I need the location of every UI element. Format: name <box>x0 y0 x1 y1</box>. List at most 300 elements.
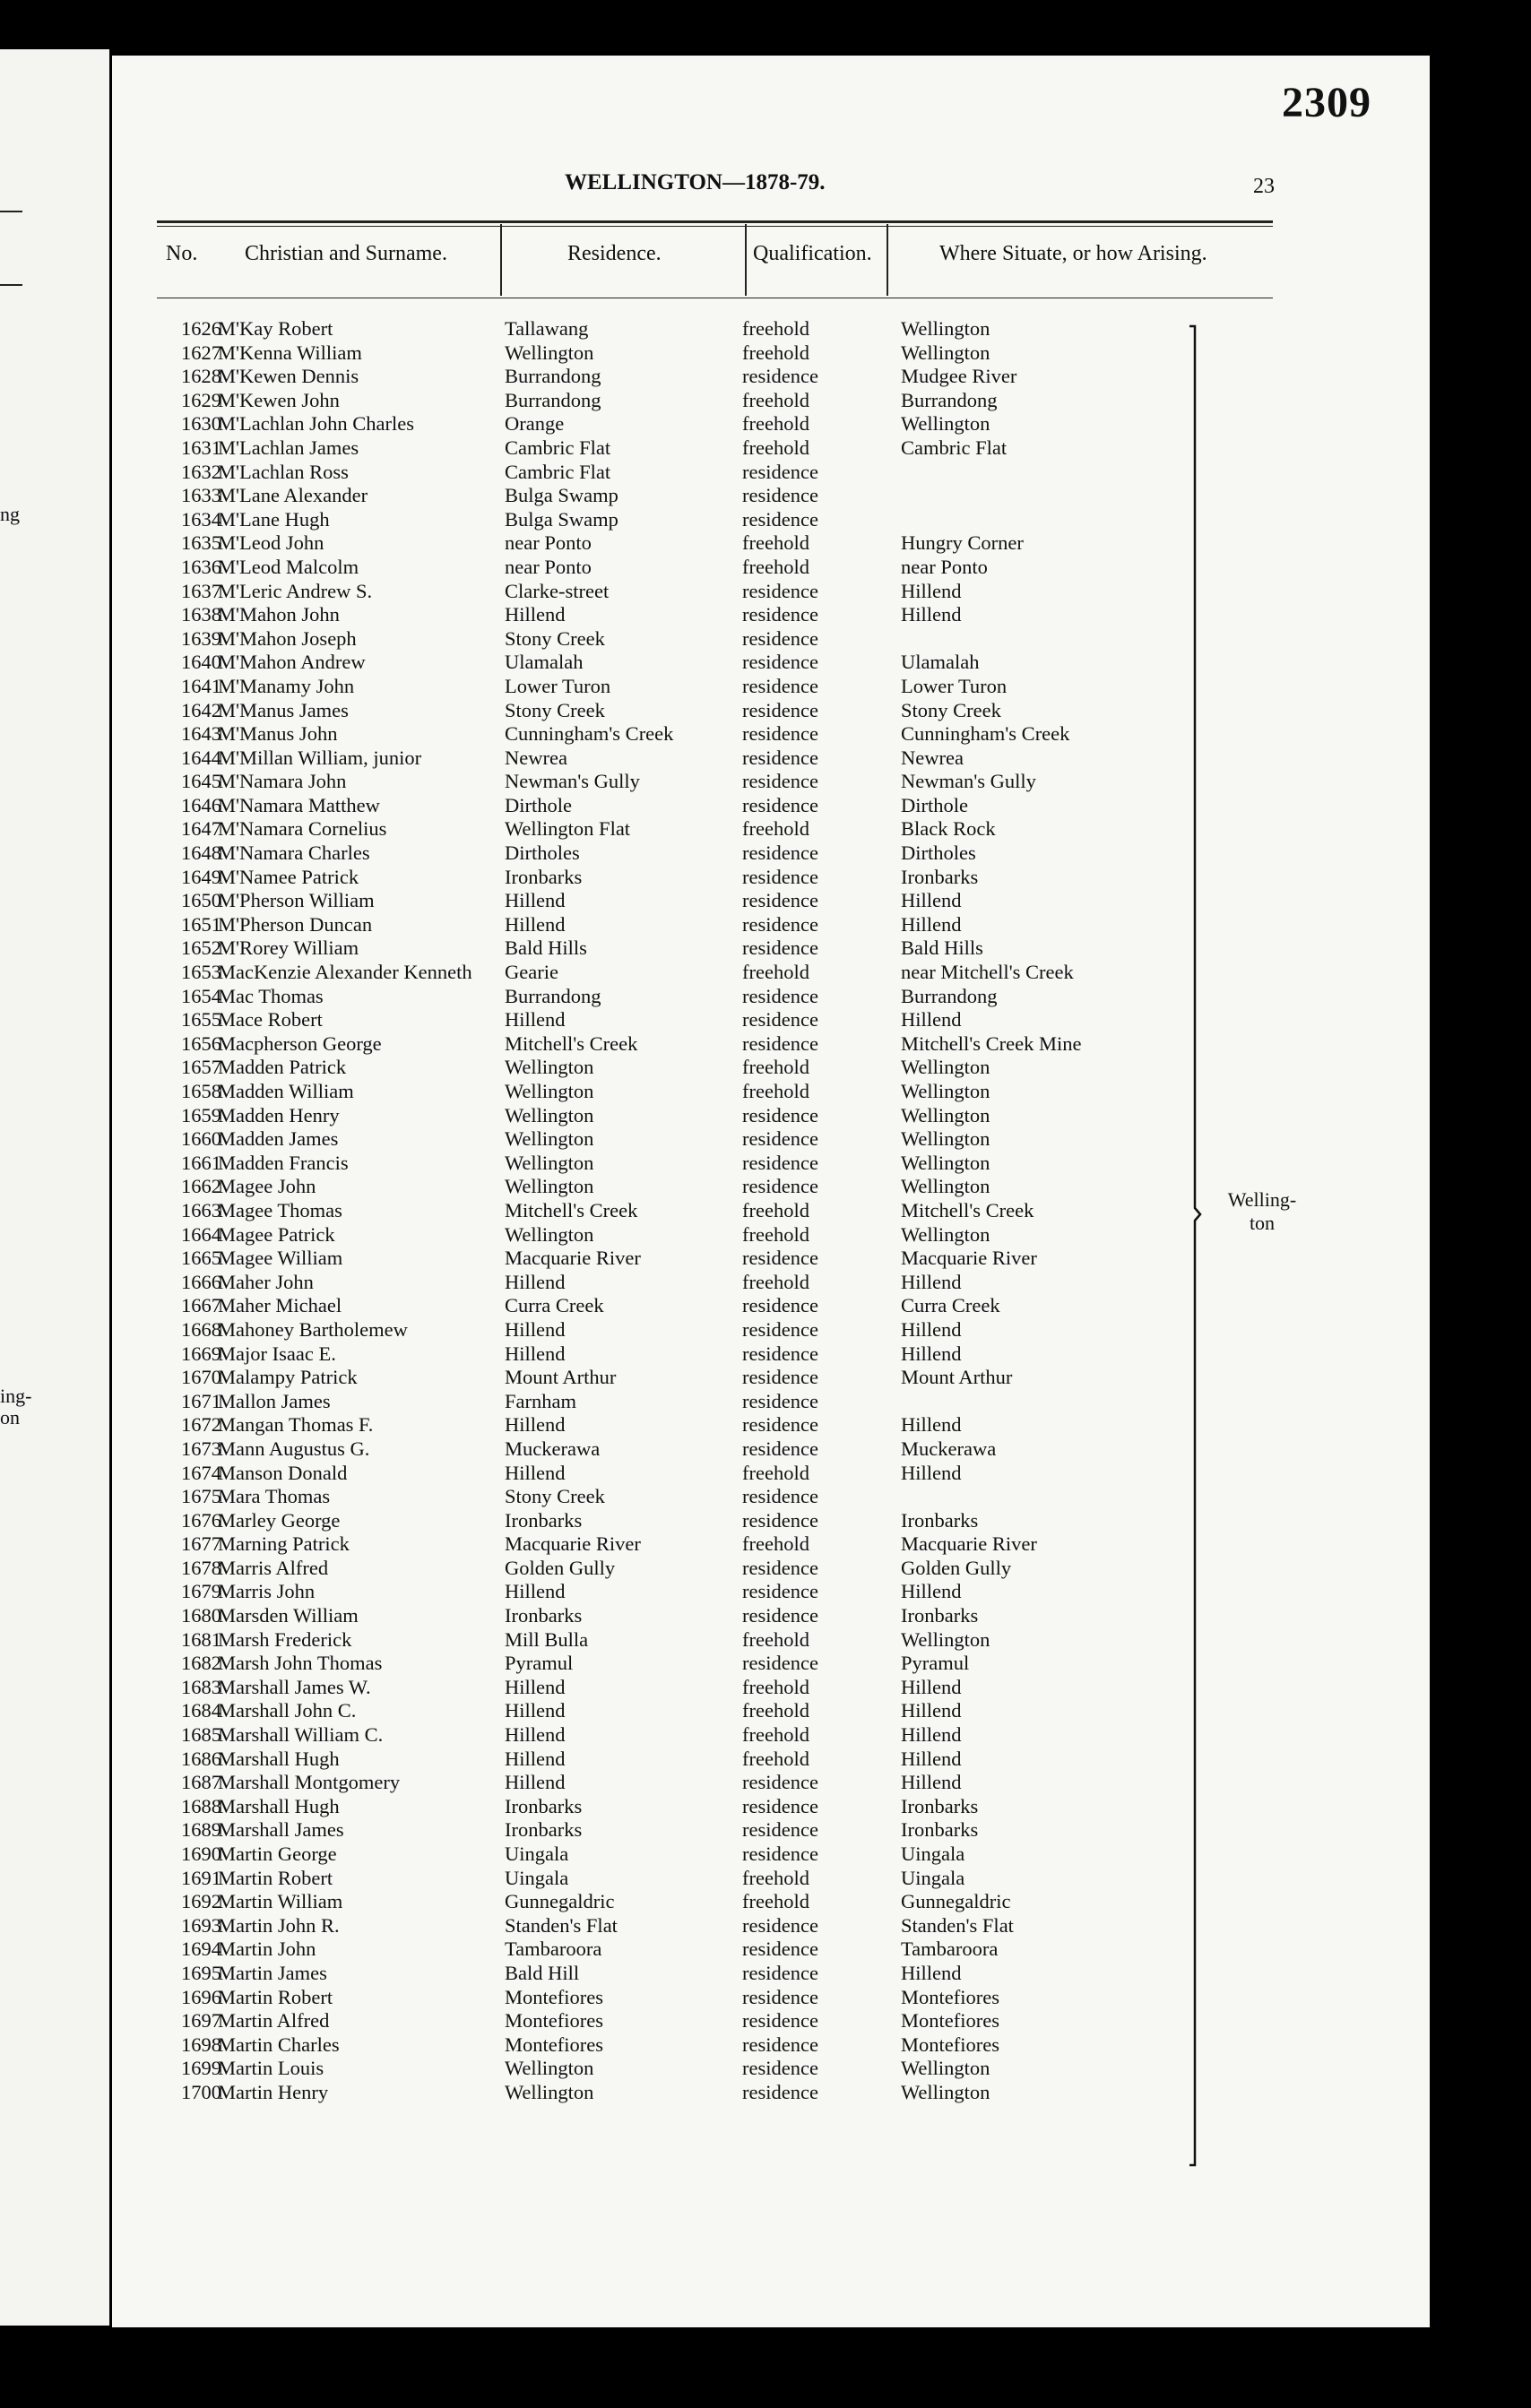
residence: Mitchell's Creek <box>505 1031 638 1055</box>
table-row <box>112 1509 1430 1533</box>
elector-name: Marshall Hugh <box>218 1747 340 1770</box>
row-number: 1670 <box>181 1366 221 1389</box>
residence: Ironbarks <box>505 1818 583 1842</box>
table-row <box>112 1318 1430 1342</box>
table-row <box>112 2009 1430 2033</box>
row-number: 1668 <box>181 1317 221 1341</box>
qualification: residence <box>742 2009 818 2033</box>
elector-name: Magee Thomas <box>218 1198 342 1221</box>
row-number: 1651 <box>181 912 221 936</box>
folio: 23 <box>1253 175 1275 198</box>
elector-name: Mann Augustus G. <box>218 1437 370 1460</box>
row-number: 1686 <box>181 1747 221 1770</box>
table-row <box>112 1532 1430 1557</box>
table-row <box>112 1247 1430 1271</box>
running-head: WELLINGTON—1878-79. <box>565 170 826 194</box>
column-divider <box>745 224 747 296</box>
elector-name: Major Isaac E. <box>218 1342 336 1365</box>
residence: Pyramul <box>505 1652 574 1675</box>
elector-name: Mahoney Bartholemew <box>218 1317 408 1341</box>
residence: Farnham <box>505 1389 576 1412</box>
table-row <box>112 1557 1430 1581</box>
row-number: 1676 <box>181 1508 221 1532</box>
residence: Montefiores <box>505 1985 603 2008</box>
table-row <box>112 1818 1430 1843</box>
table-row <box>112 961 1430 985</box>
row-number: 1626 <box>181 317 221 340</box>
where-situate: Hillend <box>901 1675 962 1698</box>
table-row <box>112 1485 1430 1509</box>
row-number: 1644 <box>181 746 221 769</box>
table-row <box>112 2081 1430 2105</box>
elector-name: Marley George <box>218 1508 341 1532</box>
where-situate: Hillend <box>901 1723 962 1747</box>
left-page-fragment: ing- <box>0 1385 32 1407</box>
row-number: 1632 <box>181 460 221 483</box>
residence: Golden Gully <box>505 1556 616 1579</box>
qualification: freehold <box>742 555 809 578</box>
where-situate: Uingala <box>901 1843 965 1865</box>
where-situate: Newman's Gully <box>901 770 1036 793</box>
residence: Wellington <box>505 1056 594 1079</box>
where-situate: Ironbarks <box>901 1604 979 1627</box>
elector-name: Maher Michael <box>218 1294 342 1317</box>
residence: Gunnegaldric <box>505 1890 615 1913</box>
table-row <box>112 1056 1430 1080</box>
table-row <box>112 341 1430 366</box>
table-row <box>112 580 1430 604</box>
qualification: residence <box>742 1556 818 1579</box>
qualification: residence <box>742 793 818 816</box>
where-situate: Hillend <box>901 1270 962 1293</box>
table-row <box>112 556 1430 580</box>
table-row <box>112 1580 1430 1604</box>
residence: Wellington <box>505 1151 594 1174</box>
table-row <box>112 1795 1430 1819</box>
row-number: 1655 <box>181 1008 221 1031</box>
qualification: residence <box>742 1413 818 1437</box>
column-divider <box>500 224 502 296</box>
qualification: residence <box>742 579 818 602</box>
where-situate: Cambric Flat <box>901 436 1008 459</box>
row-number: 1672 <box>181 1413 221 1437</box>
qualification: residence <box>742 1151 818 1174</box>
residence: Stony Creek <box>505 1485 605 1508</box>
qualification: residence <box>742 1103 818 1126</box>
residence: Orange <box>505 412 565 436</box>
residence: Hillend <box>505 1747 566 1770</box>
elector-name: M'Mahon Joseph <box>218 626 357 650</box>
elector-name: Martin Louis <box>218 2057 324 2080</box>
elector-name: Marshall James <box>218 1818 344 1842</box>
residence: Wellington <box>505 1103 594 1126</box>
where-situate: Hillend <box>901 1413 962 1437</box>
table-row <box>112 889 1430 913</box>
qualification: residence <box>742 507 818 531</box>
row-number: 1652 <box>181 936 221 960</box>
table-row <box>112 603 1430 627</box>
where-situate: Gunnegaldric <box>901 1890 1011 1913</box>
qualification: freehold <box>742 1198 809 1221</box>
where-situate: Standen's Flat <box>901 1913 1014 1937</box>
elector-name: Martin John R. <box>218 1913 340 1937</box>
row-number: 1653 <box>181 961 221 984</box>
residence: Mount Arthur <box>505 1366 617 1389</box>
qualification: residence <box>742 365 818 388</box>
row-number: 1700 <box>181 2080 221 2103</box>
elector-name: M'Lane Hugh <box>218 507 330 531</box>
qualification: residence <box>742 1366 818 1389</box>
row-number: 1646 <box>181 793 221 816</box>
row-number: 1694 <box>181 1938 221 1961</box>
qualification: residence <box>742 722 818 746</box>
table-row <box>112 531 1430 556</box>
where-situate: Hillend <box>901 1699 962 1722</box>
where-situate: Mount Arthur <box>901 1366 1013 1389</box>
row-number: 1639 <box>181 626 221 650</box>
where-situate: Hillend <box>901 889 962 912</box>
residence: Uingala <box>505 1866 569 1889</box>
table-row <box>112 1271 1430 1295</box>
elector-name: Madden James <box>218 1127 339 1151</box>
residence: Stony Creek <box>505 626 605 650</box>
where-situate: Wellington <box>901 341 990 364</box>
left-page-edge <box>0 49 109 2326</box>
elector-name: Marshall William C. <box>218 1723 384 1747</box>
table-row <box>112 1867 1430 1891</box>
residence: Montefiores <box>505 2033 603 2056</box>
table-row <box>112 817 1430 842</box>
where-situate: Ironbarks <box>901 1818 979 1842</box>
table-row <box>112 1914 1430 1938</box>
row-number: 1682 <box>181 1652 221 1675</box>
row-number: 1635 <box>181 531 221 555</box>
table-row <box>112 1748 1430 1772</box>
qualification: residence <box>742 746 818 769</box>
elector-name: M'Pherson William <box>218 889 375 912</box>
where-situate: Hungry Corner <box>901 531 1024 555</box>
qualification: residence <box>742 1652 818 1675</box>
where-situate: Macquarie River <box>901 1532 1037 1556</box>
qualification: freehold <box>742 388 809 411</box>
where-situate: Burrandong <box>901 984 998 1007</box>
row-number: 1648 <box>181 842 221 865</box>
row-number: 1643 <box>181 722 221 746</box>
elector-name: Marshall Hugh <box>218 1794 340 1817</box>
where-situate: Dirthole <box>901 793 968 816</box>
residence: Hillend <box>505 1580 566 1603</box>
where-situate: Black Rock <box>901 817 996 841</box>
row-number: 1662 <box>181 1175 221 1198</box>
table-row <box>112 770 1430 794</box>
where-situate: Wellington <box>901 1127 990 1151</box>
row-number: 1698 <box>181 2033 221 2056</box>
where-situate: Tambaroora <box>901 1938 999 1961</box>
elector-name: M'Namara Cornelius <box>218 817 387 841</box>
row-number: 1641 <box>181 674 221 697</box>
qualification: freehold <box>742 1080 809 1102</box>
where-situate: Wellington <box>901 1103 990 1126</box>
table-row <box>112 365 1430 389</box>
row-number: 1637 <box>181 579 221 602</box>
qualification: freehold <box>742 1723 809 1747</box>
elector-name: Martin William <box>218 1890 343 1913</box>
row-number: 1640 <box>181 651 221 674</box>
table-row <box>112 1080 1430 1104</box>
where-situate: Muckerawa <box>901 1437 997 1460</box>
table-row <box>112 1843 1430 1867</box>
table-row <box>112 985 1430 1009</box>
row-number: 1659 <box>181 1103 221 1126</box>
residence: Ironbarks <box>505 1604 583 1627</box>
residence: Wellington <box>505 1127 594 1151</box>
where-situate: Hillend <box>901 579 962 602</box>
qualification: freehold <box>742 1627 809 1651</box>
row-number: 1660 <box>181 1127 221 1151</box>
left-page-rule <box>0 211 22 212</box>
row-number: 1634 <box>181 507 221 531</box>
table-row <box>112 461 1430 485</box>
elector-name: M'Millan William, junior <box>218 746 422 769</box>
residence: Standen's Flat <box>505 1913 618 1937</box>
elector-name: Martin Robert <box>218 1866 333 1889</box>
residence: Wellington <box>505 341 594 364</box>
table-row <box>112 317 1430 341</box>
qualification: freehold <box>742 1747 809 1770</box>
qualification: residence <box>742 603 818 626</box>
residence: Curra Creek <box>505 1294 604 1317</box>
left-page-rule <box>0 284 22 286</box>
elector-name: M'Namara Matthew <box>218 793 380 816</box>
qualification: residence <box>742 912 818 936</box>
table-row <box>112 627 1430 652</box>
qualification: freehold <box>742 531 809 555</box>
header-top-rule <box>157 220 1273 223</box>
left-page-fragment: ng <box>0 503 20 525</box>
where-situate: Hillend <box>901 603 962 626</box>
table-row <box>112 651 1430 675</box>
residence: Wellington <box>505 2080 594 2103</box>
qualification: residence <box>742 1961 818 1984</box>
row-number: 1636 <box>181 555 221 578</box>
where-situate: Ironbarks <box>901 1794 979 1817</box>
elector-name: M'Kenna William <box>218 341 362 364</box>
where-situate: near Mitchell's Creek <box>901 961 1074 984</box>
elector-name: Madden Patrick <box>218 1056 347 1079</box>
header-top-rule-thin <box>157 226 1273 227</box>
where-situate: Hillend <box>901 912 962 936</box>
elector-name: Manson Donald <box>218 1461 348 1484</box>
where-situate: Wellington <box>901 1056 990 1079</box>
elector-name: Mangan Thomas F. <box>218 1413 374 1437</box>
where-situate: Montefiores <box>901 1985 999 2008</box>
row-number: 1665 <box>181 1247 221 1270</box>
where-situate: Dirtholes <box>901 842 976 865</box>
elector-name: M'Kay Robert <box>218 317 333 340</box>
where-situate: Bald Hills <box>901 936 983 960</box>
elector-name: Marsh Frederick <box>218 1627 352 1651</box>
qualification: freehold <box>742 817 809 841</box>
table-row <box>112 1462 1430 1486</box>
qualification: residence <box>742 1008 818 1031</box>
qualification: residence <box>742 1437 818 1460</box>
row-number: 1695 <box>181 1961 221 1984</box>
qualification: residence <box>742 865 818 888</box>
where-situate: Cunningham's Creek <box>901 722 1070 746</box>
qualification: residence <box>742 1794 818 1817</box>
elector-name: M'Lane Alexander <box>218 484 368 507</box>
qualification: residence <box>742 1247 818 1270</box>
row-number: 1629 <box>181 388 221 411</box>
where-situate: Pyramul <box>901 1652 970 1675</box>
qualification: residence <box>742 2033 818 2056</box>
qualification: freehold <box>742 1699 809 1722</box>
qualification: residence <box>742 1031 818 1055</box>
residence: Cunningham's Creek <box>505 722 674 746</box>
qualification: freehold <box>742 1866 809 1889</box>
table-row <box>112 1127 1430 1152</box>
column-header-no: No. <box>166 242 198 265</box>
district-brace <box>1188 324 1206 2171</box>
where-situate: Stony Creek <box>901 698 1001 721</box>
elector-name: Maher John <box>218 1270 314 1293</box>
elector-name: Mac Thomas <box>218 984 324 1007</box>
residence: Mill Bulla <box>505 1627 589 1651</box>
row-number: 1678 <box>181 1556 221 1579</box>
qualification: residence <box>742 889 818 912</box>
elector-name: Martin Alfred <box>218 2009 330 2033</box>
residence: Dirthole <box>505 793 572 816</box>
elector-name: Martin Robert <box>218 1985 333 2008</box>
where-situate: Wellington <box>901 1175 990 1198</box>
where-situate: Macquarie River <box>901 1247 1037 1270</box>
row-number: 1671 <box>181 1389 221 1412</box>
where-situate: Burrandong <box>901 388 998 411</box>
row-number: 1661 <box>181 1151 221 1174</box>
row-number: 1627 <box>181 341 221 364</box>
residence: Burrandong <box>505 984 601 1007</box>
elector-name: Marshall Montgomery <box>218 1771 401 1794</box>
table-row <box>112 1723 1430 1748</box>
row-number: 1690 <box>181 1843 221 1865</box>
residence: Newman's Gully <box>505 770 640 793</box>
qualification: residence <box>742 1317 818 1341</box>
elector-name: Marning Patrick <box>218 1532 350 1556</box>
row-number: 1638 <box>181 603 221 626</box>
qualification: residence <box>742 1389 818 1412</box>
row-number: 1642 <box>181 698 221 721</box>
table-row <box>112 1366 1430 1390</box>
residence: Hillend <box>505 1270 566 1293</box>
table-row <box>112 1294 1430 1318</box>
row-number: 1633 <box>181 484 221 507</box>
qualification: freehold <box>742 436 809 459</box>
row-number: 1658 <box>181 1080 221 1102</box>
qualification: residence <box>742 626 818 650</box>
where-situate: Hillend <box>901 1961 962 1984</box>
qualification: residence <box>742 484 818 507</box>
row-number: 1631 <box>181 436 221 459</box>
row-number: 1681 <box>181 1627 221 1651</box>
row-number: 1687 <box>181 1771 221 1794</box>
qualification: freehold <box>742 1532 809 1556</box>
qualification: residence <box>742 770 818 793</box>
row-number: 1649 <box>181 865 221 888</box>
elector-name: Marsden William <box>218 1604 359 1627</box>
residence: Wellington Flat <box>505 817 631 841</box>
qualification: residence <box>742 460 818 483</box>
elector-name: M'Leod John <box>218 531 324 555</box>
where-situate: Mitchell's Creek <box>901 1198 1034 1221</box>
row-number: 1657 <box>181 1056 221 1079</box>
column-header-residence: Residence. <box>567 242 662 265</box>
qualification: residence <box>742 1938 818 1961</box>
table-row <box>112 722 1430 747</box>
residence: Muckerawa <box>505 1437 601 1460</box>
table-row <box>112 1986 1430 2010</box>
table-row <box>112 747 1430 771</box>
elector-name: Martin Henry <box>218 2080 329 2103</box>
elector-name: M'Rorey William <box>218 936 359 960</box>
page-number: 2309 <box>1282 79 1371 126</box>
elector-name: M'Leod Malcolm <box>218 555 359 578</box>
register-page <box>112 56 1430 2327</box>
residence: Hillend <box>505 1675 566 1698</box>
row-number: 1699 <box>181 2057 221 2080</box>
qualification: residence <box>742 1604 818 1627</box>
row-number: 1696 <box>181 1985 221 2008</box>
residence: near Ponto <box>505 555 592 578</box>
residence: Tallawang <box>505 317 589 340</box>
residence: Bulga Swamp <box>505 507 618 531</box>
row-number: 1673 <box>181 1437 221 1460</box>
table-row <box>112 2033 1430 2058</box>
where-situate: Golden Gully <box>901 1556 1012 1579</box>
residence: Hillend <box>505 1461 566 1484</box>
where-situate: Montefiores <box>901 2009 999 2033</box>
where-situate: Wellington <box>901 412 990 436</box>
elector-name: Martin Charles <box>218 2033 340 2056</box>
where-situate: Wellington <box>901 2057 990 2080</box>
qualification: residence <box>742 842 818 865</box>
residence: Ulamalah <box>505 651 584 674</box>
residence: Ironbarks <box>505 1794 583 1817</box>
elector-name: Mara Thomas <box>218 1485 331 1508</box>
table-row <box>112 1771 1430 1795</box>
residence: Cambric Flat <box>505 436 611 459</box>
row-number: 1654 <box>181 984 221 1007</box>
residence: Gearie <box>505 961 558 984</box>
qualification: residence <box>742 1294 818 1317</box>
residence: Burrandong <box>505 388 601 411</box>
elector-name: M'Mahon John <box>218 603 340 626</box>
table-row <box>112 1699 1430 1723</box>
row-number: 1685 <box>181 1723 221 1747</box>
where-situate: Hillend <box>901 1008 962 1031</box>
residence: Hillend <box>505 1771 566 1794</box>
residence: Tambaroora <box>505 1938 602 1961</box>
row-number: 1669 <box>181 1342 221 1365</box>
table-row <box>112 412 1430 436</box>
elector-name: Marris John <box>218 1580 316 1603</box>
elector-name: M'Namee Patrick <box>218 865 359 888</box>
table-row <box>112 1890 1430 1914</box>
residence: Clarke-street <box>505 579 610 602</box>
where-situate: Newrea <box>901 746 964 769</box>
residence: Hillend <box>505 1413 566 1437</box>
row-number: 1630 <box>181 412 221 436</box>
where-situate: Wellington <box>901 1151 990 1174</box>
